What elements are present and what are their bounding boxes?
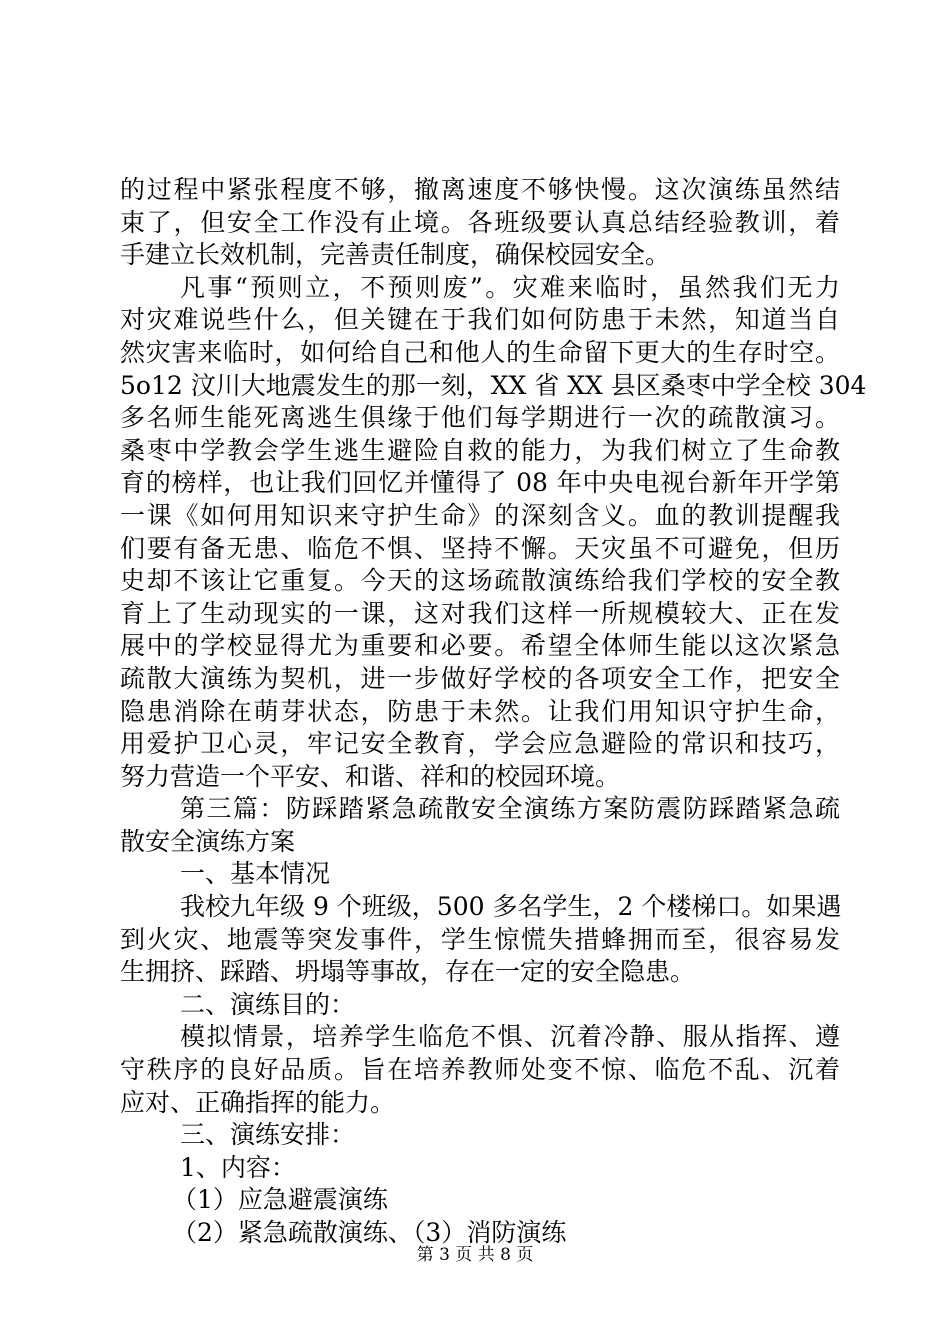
text-line: 用爱护卫心灵，牢记安全教育，学会应急避险的常识和技巧， bbox=[120, 729, 840, 759]
text-line: 多名师生能死离逃生俱缘于他们每学期进行一次的疏散演习。 bbox=[120, 403, 840, 433]
text-line: 1、内容： bbox=[180, 1152, 296, 1182]
text-line: 展中的学校显得尤为重要和必要。希望全体师生能以这次紧急 bbox=[120, 631, 840, 661]
text-line: 的过程中紧张程度不够，撤离速度不够快慢。这次演练虽然结 bbox=[120, 175, 840, 204]
text-line: 对灾难说些什么，但关键在于我们如何防患于未然，知道当自 bbox=[120, 305, 840, 335]
text-line: 到火灾、地震等突发事件，学生惊慌失措蜂拥而至，很容易发 bbox=[120, 924, 840, 954]
text-line: 育的榜样，也让我们回忆并懂得了 08 年中央电视台新年开学第 bbox=[120, 468, 840, 498]
document-body bbox=[120, 174, 867, 1250]
text-line: 凡事“预则立，不预则废”。灾难来临时，虽然我们无力 bbox=[180, 272, 840, 302]
text-line: 第三篇：防踩踏紧急疏散安全演练方案防震防踩踏紧急疏 bbox=[180, 794, 840, 824]
text-line: 们要有备无患、临危不惧、坚持不懈。天灾虽不可避免，但历 bbox=[120, 533, 840, 563]
text-line: 生拥挤、踩踏、坍塌等事故，存在一定的安全隐患。 bbox=[120, 957, 696, 987]
text-line: （2）紧急疏散演练、（3）消防演练 bbox=[172, 1218, 567, 1247]
text-line: 一、基本情况 bbox=[180, 859, 331, 889]
text-line: 5o12 汶川大地震发生的那一刻，XX 省 XX 县区桑枣中学全校 304 bbox=[120, 370, 867, 400]
text-line: 束了，但安全工作没有止境。各班级要认真总结经验教训，着 bbox=[120, 207, 840, 237]
text-line: 应对、正确指挥的能力。 bbox=[120, 1087, 396, 1117]
text-line: 史却不该让它重复。今天的这场疏散演练给我们学校的安全教 bbox=[120, 566, 840, 596]
text-line: 二、演练目的： bbox=[180, 989, 356, 1019]
text-line: 努力营造一个平安、和谐、祥和的校园环境。 bbox=[120, 761, 621, 791]
text-line: 散安全演练方案 bbox=[120, 826, 296, 856]
text-line: 桑枣中学教会学生逃生避险自救的能力，为我们树立了生命教 bbox=[120, 435, 840, 465]
text-line: 模拟情景，培养学生临危不惧、沉着冷静、服从指挥、遵 bbox=[180, 1022, 840, 1052]
text-line: 然灾害来临时，如何给自己和他人的生命留下更大的生存时空。 bbox=[120, 337, 840, 367]
text-line: 育上了生动现实的一课，这对我们这样一所规模较大、正在发 bbox=[120, 598, 840, 628]
text-line: （1）应急避震演练 bbox=[172, 1185, 388, 1215]
text-line: 三、演练安排： bbox=[180, 1120, 356, 1150]
text-line: 疏散大演练为契机，进一步做好学校的各项安全工作，把安全 bbox=[120, 663, 840, 693]
text-line: 守秩序的良好品质。旨在培养教师处变不惊、临危不乱、沉着 bbox=[120, 1055, 840, 1085]
text-line: 隐患消除在萌芽状态，防患于未然。让我们用知识守护生命， bbox=[120, 696, 840, 726]
page-footer: 第 3 页 共 8 页 bbox=[416, 1245, 534, 1265]
text-line: 一课《如何用知识来守护生命》的深刻含义。血的教训提醒我 bbox=[120, 500, 840, 530]
text-line: 我校九年级 9 个班级，500 多名学生，2 个楼梯口。如果遇 bbox=[180, 892, 842, 922]
text-line: 手建立长效机制，完善责任制度，确保校园安全。 bbox=[120, 240, 671, 270]
